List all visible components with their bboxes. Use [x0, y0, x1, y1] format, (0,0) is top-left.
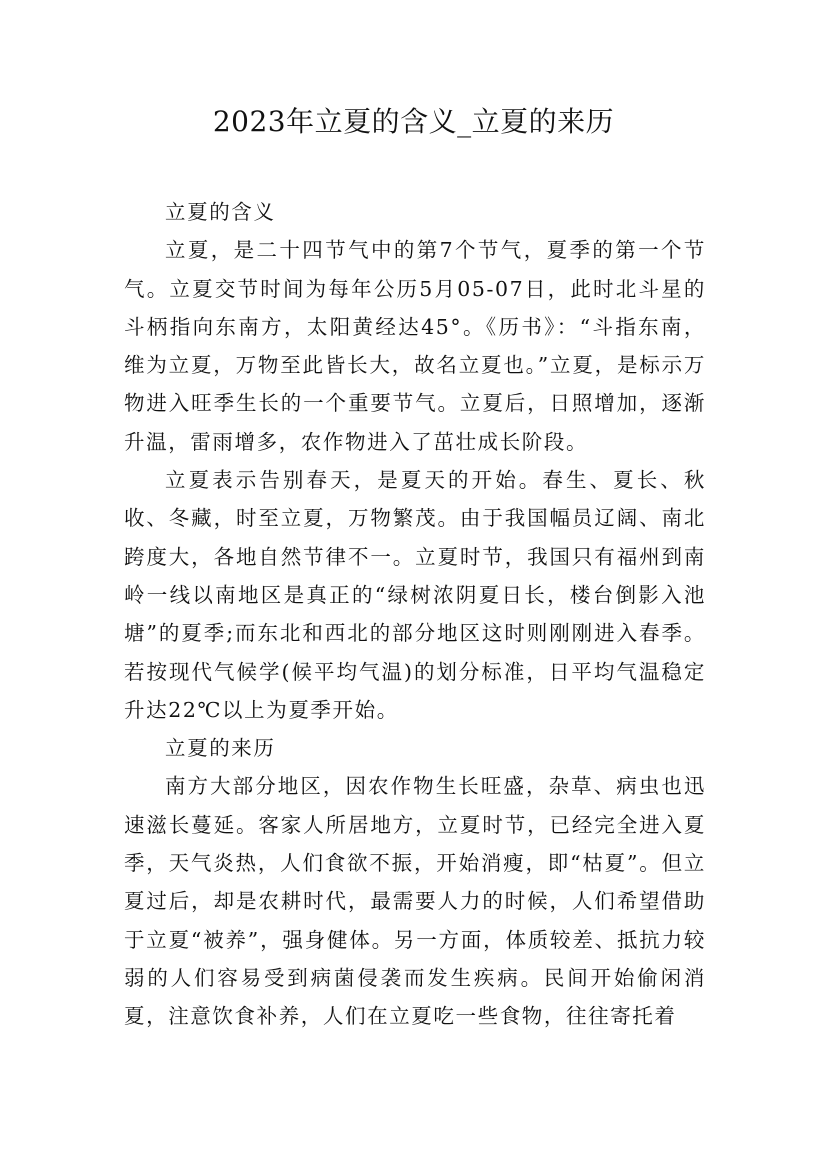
section-heading-origin: 立夏的来历 [165, 736, 276, 761]
document-body [124, 193, 706, 1036]
paragraph-meaning-2: 立夏表示告别春天，是夏天的开始。春生、夏长、秋收、冬藏，时至立夏，万物繁茂。由于我国幅员辽阔、南北跨度大，各地自然节律不一。立夏时节，我国只有福州到南岭一线以南地区是真正的“绿树浓阴夏日长，楼台倒影入池塘”的夏季;而东北和西北的部分地区这时则刚刚进入春季。若按现代气候学(候平均气温)的划分标准，日平均气温稳定升达22℃以上为夏季开始。 [124, 468, 706, 722]
paragraph-meaning-1: 立夏，是二十四节气中的第7个节气，夏季的第一个节气。立夏交节时间为每年公历5月05-07日，此时北斗星的斗柄指向东南方，太阳黄经达45°。《历书》：“斗指东南，维为立夏，万物至此皆长大，故名立夏也。”立夏，是标示万物进入旺季生长的一个重要节气。立夏后，日照增加，逐渐升温，雷雨增多，农作物进入了茁壮成长阶段。 [124, 238, 706, 454]
paragraph-origin-1: 南方大部分地区，因农作物生长旺盛，杂草、病虫也迅速滋长蔓延。客家人所居地方，立夏时节，已经完全进入夏季，天气炎热，人们食欲不振，开始消瘦，即“枯夏”。但立夏过后，却是农耕时代，最需要人力的时候，人们希望借助于立夏“被养”，强身健体。另一方面，体质较差、抵抗力较弱的人们容易受到病菌侵袭而发生疾病。民间开始偷闲消夏，注意饮食补养，人们在立夏吃一些食物，往往寄托着 [124, 774, 706, 1029]
section-heading-meaning: 立夏的含义 [165, 200, 276, 224]
document-title: 2023年立夏的含义_立夏的来历 [212, 105, 615, 138]
